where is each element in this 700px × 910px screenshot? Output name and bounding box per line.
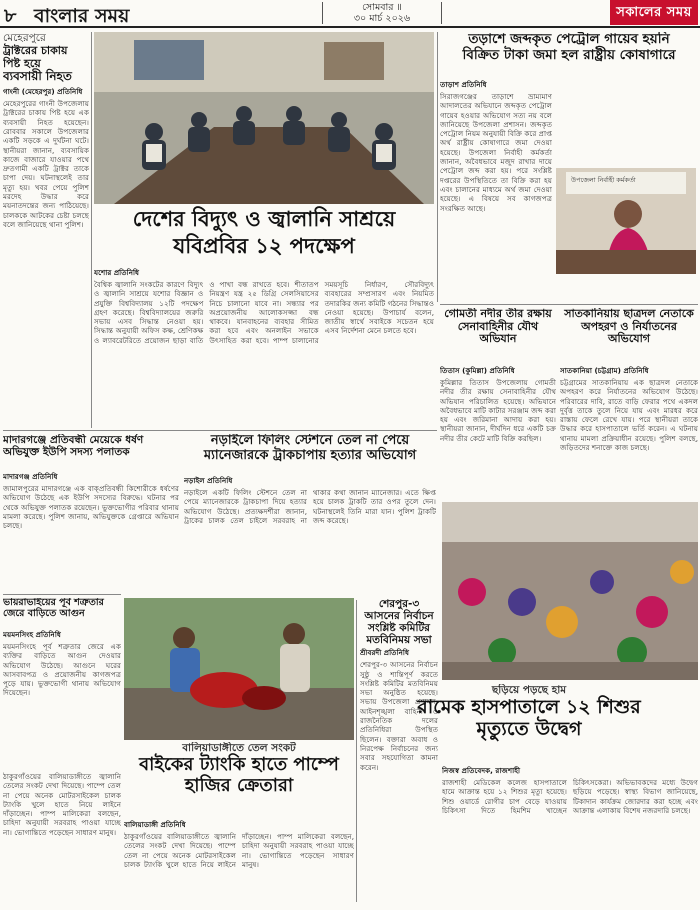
story-body: নড়াইলে একটি ফিলিং স্টেশনে তেল না পেয়ে ম্যানেজারকে ট্রাকচাপা দিয়ে হত্যার অভিযোগ উঠেছে। প্রত্যক্ষদর্শীরা জানান, ট্রাকের চালক তেল চাইলে সরবরাহ না থাকার কথা জানান ম্যানেজার। এতে ক্ষিপ্ত হয়ে চালক ট্রাকটি তার ওপর তুলে দেন। ঘটনাস্থলেই তিনি মারা যান। পুলিশ ট্রাকটি জব্দ করেছে। — [184, 488, 436, 525]
hospital-illustration — [442, 502, 698, 680]
story-satkania — [560, 366, 698, 500]
headline-text: দেশের বিদ্যুৎ ও জ্বালানি সাশ্রয়ে যবিপ্রবির ১২ পদক্ষেপ — [132, 207, 396, 258]
row-divider — [3, 430, 437, 431]
story-gomti — [440, 366, 556, 500]
headline-line: সংশ্লিষ্ট কমিটির — [368, 622, 430, 635]
story-meherpur[interactable] — [3, 32, 89, 432]
headline-line: হাজির ক্রেতারা — [184, 774, 294, 796]
headline-text: গোমতী নদীর তীর রক্ষায় সেনাবাহিনীর যৌথ অভিযান — [444, 308, 552, 346]
story-bike-continuation — [3, 772, 121, 906]
story-body: সিরাজগঞ্জের তাড়াশে ভ্রাম্যমাণ আদালতের অভিযানে জব্দকৃত পেট্রোল গায়েব হওয়ার অভিযোগ সত্য নয় বলে জানিয়েছে উপজেলা প্রশাসন। জব্দকৃত পেট্রোল নিয়ম অনুযায়ী বিক্রি করে প্রাপ্ত অর্থ রাষ্ট্রীয় কোষাগারে জমা দেওয়া হয়েছে। উপজেলা নির্বাহী কর্মকর্তা জানান, অবৈধভাবে মজুদ রাখার দায়ে পেট্রোল জব্দ করা হয়। পরে সংশ্লিষ্ট দপ্তরের উপস্থিতিতে তা বিক্রি করা হয় এবং চালানের মাধ্যমে অর্থ জমা দেওয়া হয়েছে। এ বিষয়ে সব কাগজপত্র সংরক্ষিত আছে। — [440, 92, 552, 213]
headline-line: মৃত্যুতে উদ্বেগ — [476, 717, 582, 740]
issue-day: সোমবার ॥ — [362, 2, 402, 13]
headline-line: আসনের নির্বাচন — [364, 610, 434, 623]
story-body: বৈশ্বিক জ্বালানি সংকটের কারণে বিদ্যুৎ ও জ্বালানি সাশ্রয়ে যশোর বিজ্ঞান ও প্রযুক্তি বিশ্ববিদ্যালয় ১২টি পদক্ষেপ গ্রহণ করেছে। বিশ্ববিদ্যালয়ের জরুরি সভায় এসব সিদ্ধান্ত নেওয়া হয়। সিদ্ধান্ত অনুযায়ী অফিস কক্ষ, শ্রেণিকক্ষ ও ল্যাবরেটরিতে প্রয়োজন ছাড়া বাতি ও পাখা বন্ধ রাখতে হবে। শীতাতপ নিয়ন্ত্রণ যন্ত্র ২৫ ডিগ্রি সেলসিয়াসের নিচে চালানো যাবে না। সন্ধ্যার পর অপ্রয়োজনীয় আলোকসজ্জা বন্ধ থাকবে। যানবাহনের ব্যবহার সীমিত করা হবে এবং অনলাইন সভাকে উৎসাহিত করা হবে। পাম্প চালানোর সময়সূচি নির্ধারণ, সৌরবিদ্যুৎ ব্যবহারের সম্প্রসারণ এবং নিয়মিত তদারকির জন্য কমিটি গঠনের সিদ্ধান্তও নেওয়া হয়েছে। উপাচার্য বলেন, জাতীয় স্বার্থে সবাইকে সচেতন হয়ে এসব নির্দেশনা মেনে চলতে হবে। — [94, 280, 434, 345]
headline-line: নড়াইলে ফিলিং স্টেশনে তেল না পেয়ে — [210, 434, 410, 448]
story-measles-headline[interactable] — [360, 684, 698, 764]
story-bike-headline[interactable] — [124, 742, 354, 818]
headline-line: জেরে বাড়িতে আগুন — [3, 607, 85, 619]
headline-line: বাইকের ট্যাংকি হাতে পাম্পে — [139, 754, 339, 775]
story-byline: মাদারগঞ্জ প্রতিনিধি — [3, 472, 58, 481]
story-body: কুমিল্লার তিতাস উপজেলায় গোমতী নদীর তীর রক্ষায় সেনাবাহিনীর যৌথ অভিযান পরিচালিত হয়েছে। অভিযানে অবৈধভাবে মাটি কাটার সরঞ্জাম জব্দ করা হয় এবং জরিমানা আদায় করা হয়। স্থানীয়রা জানান, দীর্ঘদিন ধরে একটি চক্র নদীর তীর কেটে মাটি বিক্রি করছিল। — [440, 378, 556, 443]
headline-line: ব্যবসায়ী নিহত — [3, 69, 72, 84]
headline-line: মতবিনিময় সভা — [366, 634, 432, 647]
headline-line: বিক্রিত টাকা জমা হল রাষ্ট্রীয় কোষাগারে — [462, 46, 676, 63]
story-bike — [124, 820, 354, 906]
meeting-illustration — [94, 32, 434, 204]
story-byline: যশোর প্রতিনিধি — [94, 268, 140, 277]
officer-photo — [556, 168, 696, 274]
headline-line: ট্রাক্টরের চাকায় — [3, 44, 68, 57]
headline-line: অভিযুক্ত ইউপি সদস্য পলাতক — [3, 446, 130, 459]
motorbike-illustration — [124, 598, 354, 740]
story-measles — [442, 766, 698, 906]
story-byline: সাতকানিয়া (চট্টগ্রাম) প্রতিনিধি — [560, 366, 649, 375]
row-divider — [3, 594, 121, 595]
headline-line: অভিযোগ — [607, 332, 651, 346]
story-satkania-headline[interactable] — [560, 308, 698, 364]
story-byline: তিতাস (কুমিল্লা) প্রতিনিধি — [440, 366, 515, 375]
story-byline: বালিয়াডাঙ্গী প্রতিনিধি — [124, 820, 186, 829]
story-madaripur-headline[interactable] — [3, 434, 179, 470]
section-title: বাংলার সময় — [34, 5, 130, 27]
meeting-photo — [94, 32, 434, 204]
story-kicker: বালিয়াডাঙ্গীতে তেল সংকট — [182, 742, 296, 754]
column-divider — [356, 600, 357, 902]
headline-line: অপহরণ ও নির্যাতনের — [581, 319, 677, 333]
story-petrol — [440, 80, 552, 302]
story-headline[interactable] — [3, 45, 89, 84]
headline-line: সাতকানিয়ায় ছাত্রদল নেতাকে — [564, 308, 694, 320]
masthead — [0, 0, 700, 28]
story-mymensingh-headline[interactable] — [3, 598, 121, 628]
story-body: শেরপুর-৩ আসনের নির্বাচন সুষ্ঠু ও শান্তিপূর্ণ করতে সংশ্লিষ্ট কমিটির মতবিনিময় সভা অনুষ্ঠিত হয়েছে। সভায় উপজেলা প্রশাসন, আইনশৃঙ্খলা বাহিনী ও রাজনৈতিক দলের প্রতিনিধিরা উপস্থিত ছিলেন। বক্তারা অবাধ ও নিরপেক্ষ নির্বাচনের জন্য সবার সহযোগিতা কামনা করেন। — [360, 660, 438, 772]
story-kicker: ছড়িয়ে পড়ছে হাম — [491, 684, 567, 696]
story-body: জামালপুরের মাদারগঞ্জে এক বাক্‌প্রতিবন্ধী কিশোরীকে ধর্ষণের অভিযোগ উঠেছে এক ইউপি সদস্যের বিরুদ্ধে। ঘটনার পর থেকে অভিযুক্ত পলাতক রয়েছেন। ভুক্তভোগীর পরিবার থানায় মামলা করেছে। পুলিশ জানায়, অভিযুক্তকে গ্রেপ্তারে অভিযান চলছে। — [3, 484, 179, 531]
story-body: মেহেরপুরের গাংনী উপজেলায় ট্রাক্টরের চাকায় পিষ্ট হয়ে এক ব্যবসায়ী নিহত হয়েছেন। রোববার সকালে উপজেলার একটি সড়কে এ দুর্ঘটনা ঘটে। স্থানীয়রা জানান, ব্যবসায়িক কাজে বাজারে যাওয়ার পথে দ্রুতগামী একটি ট্রাক্টর তাকে চাপা দেয়। ঘটনাস্থলেই তার মৃত্যু হয়। খবর পেয়ে পুলিশ মরদেহ উদ্ধার করে ময়নাতদন্তের জন্য পাঠিয়েছে। চালককে আটকের চেষ্টা চলছে বলে জানিয়েছে থানা পুলিশ। — [3, 99, 89, 229]
headline-line: মাদারগঞ্জে প্রতিবন্ধী মেয়েকে ধর্ষণ — [3, 434, 144, 446]
story-byline: গাংনী (মেহেরপুর) প্রতিনিধি — [3, 87, 83, 97]
story-body: চট্টগ্রামের সাতকানিয়ায় এক ছাত্রদল নেতাকে অপহরণ করে নির্যাতনের অভিযোগ উঠেছে। পরিবারের দাবি, রাতে বাড়ি ফেরার পথে একদল দুর্বৃত্ত তাকে তুলে নিয়ে যায় এবং মারধর করে রাস্তায় ফেলে রেখে যায়। পরে স্থানীয়রা তাকে উদ্ধার করে হাসপাতালে ভর্তি করেন। এ ঘটনায় থানায় মামলা প্রক্রিয়াধীন রয়েছে। পুলিশ বলছে, জড়িতদের শনাক্তে কাজ চলছে। — [560, 378, 698, 453]
story-body: রাজশাহী মেডিকেল কলেজ হাসপাতালে হামে আক্রান্ত হয়ে ১২ শিশুর মৃত্যু হয়েছে। শিশু ওয়ার্ডে রোগীর চাপ বেড়ে যাওয়ায় চিকিৎসা দিতে হিমশিম খাচ্ছেন চিকিৎসকেরা। অভিভাবকদের মধ্যে উদ্বেগ ছড়িয়ে পড়েছে। স্বাস্থ্য বিভাগ জানিয়েছে, টিকাদান কার্যক্রম জোরদার করা হচ্ছে এবং আক্রান্ত এলাকায় বিশেষ নজরদারি চলছে। — [442, 778, 698, 815]
photo-caption: উপজেলা নির্বাহী কর্মকর্তা — [571, 176, 636, 184]
story-byline: শ্রীবরদী প্রতিনিধি — [360, 648, 410, 658]
headline-line: ম্যানেজারকে ট্রাকচাপায় হত্যার অভিযোগ — [203, 447, 417, 463]
story-gomti-headline[interactable] — [440, 308, 556, 362]
headline-line: ভায়রাভাইয়ের পূর্ব শত্রুতার — [3, 598, 104, 608]
row-divider — [440, 304, 698, 305]
story-byline: তাড়াশ প্রতিনিধি — [440, 80, 487, 89]
headline-line: পিষ্ট হয়ে — [3, 56, 41, 70]
column-divider — [91, 32, 92, 428]
headline-line: শেরপুর-৩ — [378, 598, 420, 610]
story-petrol-headline[interactable] — [440, 32, 698, 78]
hospital-photo — [442, 502, 698, 680]
story-truck — [184, 476, 436, 592]
story-byline: ময়মনসিংহ প্রতিনিধি — [3, 630, 61, 639]
story-byline: নিজস্ব প্রতিবেদক, রাজশাহী — [442, 766, 521, 775]
story-truck-headline[interactable] — [184, 434, 436, 474]
motorbike-photo — [124, 598, 354, 740]
page-number: ৮ — [4, 5, 17, 27]
story-power-headline[interactable] — [94, 206, 434, 264]
date-box — [322, 2, 442, 24]
headline-line: রামেক হাসপাতালে ১২ শিশুর — [417, 696, 641, 718]
story-body: ঠাকুরগাঁওয়ের বালিয়াডাঙ্গীতে জ্বালানি তেলের সংকট দেখা দিয়েছে। পাম্পে তেল না পেয়ে অনেক মোটরসাইকেল চালক ট্যাংকি খুলে হাতে নিয়ে লাইনে দাঁড়াচ্ছেন। পাম্প মালিকেরা বলছেন, চাহিদা অনুযায়ী সরবরাহ পাওয়া যাচ্ছে না। ভোগান্তিতে পড়েছেন সাধারণ মানুষ। — [3, 772, 121, 837]
column-divider — [437, 32, 438, 302]
story-mymensingh — [3, 630, 121, 770]
newspaper-logo[interactable]: সকালের সময় — [610, 0, 698, 25]
story-madaripur — [3, 472, 179, 592]
story-byline: নড়াইল প্রতিনিধি — [184, 476, 233, 485]
story-power — [94, 268, 434, 426]
story-kicker: মেহেরপুরে — [3, 32, 46, 44]
headline-line: তড়াশে জব্দকৃত পেট্রোল গায়েব হয়নি — [468, 32, 670, 47]
story-body: ময়মনসিংহে পূর্ব শত্রুতার জেরে এক ব্যক্তির বাড়িতে আগুন দেওয়ার অভিযোগ উঠেছে। আগুনে ঘরের আসবাবপত্র ও প্রয়োজনীয় কাগজপত্র পুড়ে যায়। ভুক্তভোগী থানায় অভিযোগ দিয়েছেন। — [3, 642, 121, 698]
issue-date: ৩০ মার্চ ২০২৬ — [353, 13, 411, 24]
story-body: ঠাকুরগাঁওয়ের বালিয়াডাঙ্গীতে জ্বালানি তেলের সংকট দেখা দিয়েছে। পাম্পে তেল না পেয়ে অনেক মোটরসাইকেল চালক ট্যাংকি খুলে হাতে নিয়ে লাইনে দাঁড়াচ্ছেন। পাম্প মালিকেরা বলছেন, চাহিদা অনুযায়ী সরবরাহ পাওয়া যাচ্ছে না। ভোগান্তিতে পড়েছেন সাধারণ মানুষ। — [124, 832, 354, 869]
